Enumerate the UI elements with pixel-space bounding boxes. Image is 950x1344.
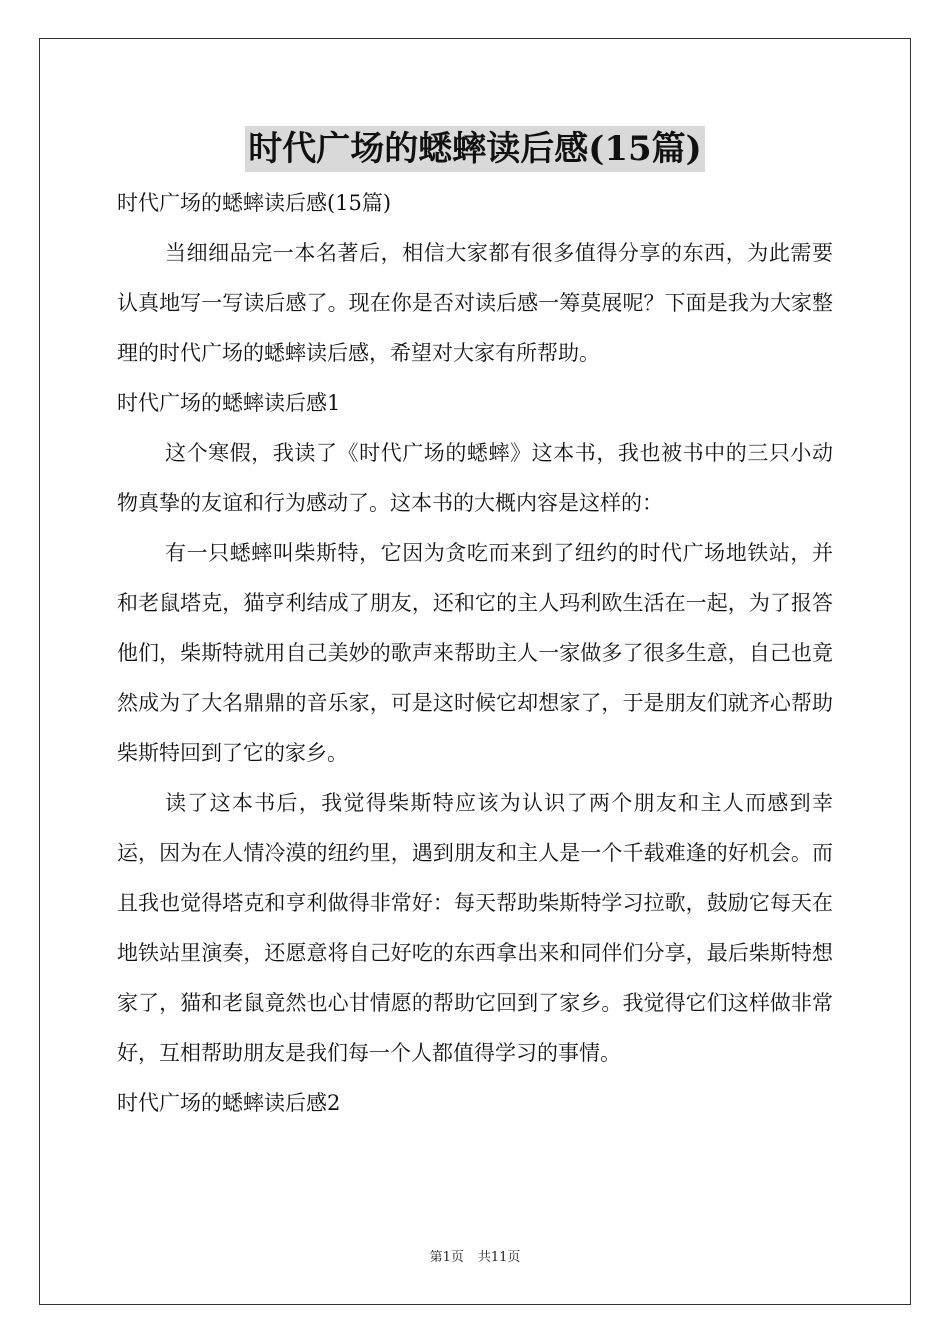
section1-paragraph-1: 这个寒假，我读了《时代广场的蟋蟀》这本书，我也被书中的三只小动物真挚的友谊和行为感动了。这本书的大概内容是这样的： [117, 441, 833, 515]
title-wrap [0, 126, 950, 172]
document-body [117, 178, 833, 1128]
document-title: 时代广场的蟋蟀读后感(15篇) [245, 126, 705, 172]
page-number: 第1页 [429, 1250, 464, 1265]
section1-paragraph-3: 读了这本书后，我觉得柴斯特应该为认识了两个朋友和主人而感到幸运，因为在人情冷漠的纽约里，遇到朋友和主人是一个千载难逢的好机会。而且我也觉得塔克和亨利做得非常好：每天帮助柴斯特学习拉歌，鼓励它每天在地铁站里演奏，还愿意将自己好吃的东西拿出来和同伴们分享，最后柴斯特想家了，猫和老鼠竟然也心甘情愿的帮助它回到了家乡。我觉得它们这样做非常好，互相帮助朋友是我们每一个人都值得学习的事情。 [117, 791, 833, 1065]
section1-paragraph-2: 有一只蟋蟀叫柴斯特，它因为贪吃而来到了纽约的时代广场地铁站，并和老鼠塔克，猫亨利结成了朋友，还和它的主人玛利欧生活在一起，为了报答他们，柴斯特就用自己美妙的歌声来帮助主人一家做多了很多生意，自己也竟然成为了大名鼎鼎的音乐家，可是这时候它却想家了，于是朋友们就齐心帮助柴斯特回到了它的家乡。 [117, 541, 833, 765]
document-subtitle: 时代广场的蟋蟀读后感(15篇) [117, 191, 392, 215]
intro-paragraph: 当细细品完一本名著后，相信大家都有很多值得分享的东西，为此需要认真地写一写读后感了。现在你是否对读后感一筹莫展呢？下面是我为大家整理的时代广场的蟋蟀读后感，希望对大家有所帮助。 [117, 241, 833, 365]
section-heading-2: 时代广场的蟋蟀读后感2 [117, 1091, 341, 1115]
page-total: 共11页 [477, 1250, 521, 1265]
page-footer [0, 1249, 950, 1267]
section-heading-1: 时代广场的蟋蟀读后感1 [117, 391, 341, 415]
